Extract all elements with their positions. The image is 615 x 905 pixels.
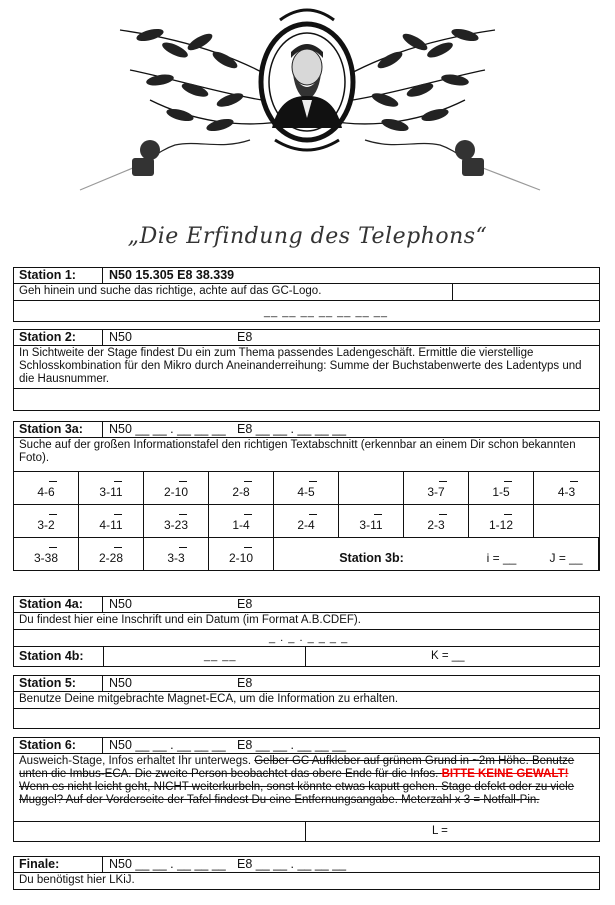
station-6-text-strike-2: Wenn es nicht leicht geht, NICHT weiterkurbeln, sonst könnte etwas kaputt gehen. Stage defekt oder zu viele Muggel? Auf der Vorderseite der Tafel findest Du eine Entfernungsangabe. Meterzahl x 3 = Notfall-Pin. [19, 781, 575, 806]
grid-cell: 1-4 [209, 504, 274, 537]
grid-cell: 3-2 [14, 504, 79, 537]
grid-cell-empty [534, 504, 599, 537]
station-4a-answer-blanks: _ . _ . _ _ _ _ [269, 632, 349, 644]
finale-text: Du benötigst hier LKiJ. [14, 872, 599, 889]
grid-cell: 2-8 [209, 471, 274, 504]
grid-cell: 3-38 [14, 537, 79, 570]
grid-cell: 3-11 [339, 504, 404, 537]
grid-cell-empty [339, 471, 404, 504]
grid-cell: 2-3 [404, 504, 469, 537]
j-cell [534, 537, 599, 570]
finale-east: E8 __ __ . __ __ __ [237, 857, 347, 871]
station-2-east: E8 [237, 330, 253, 344]
station-3a-block [13, 421, 600, 571]
grid-cell: 1-5 [469, 471, 534, 504]
station-1-coords: N50 15.305 E8 38.339 [109, 268, 235, 282]
station-2-label: Station 2: [14, 330, 103, 345]
grid-cell: 2-28 [79, 537, 144, 570]
station-3a-code-grid [14, 471, 599, 570]
k-value-blank: K = __ [431, 650, 465, 662]
station-1-block [13, 267, 600, 322]
grid-cell: 4-3 [534, 471, 599, 504]
station-6-text [14, 753, 599, 821]
station-5-text: Benutze Deine mitgebrachte Magnet-ECA, um die Information zu erhalten. [14, 691, 599, 708]
station-3b-label: Station 3b: [339, 551, 404, 565]
station-1-label: Station 1: [14, 268, 103, 283]
grid-cell: 3-3 [144, 537, 209, 570]
grid-cell: 2-4 [274, 504, 339, 537]
finale-label: Finale: [14, 857, 103, 872]
station-4-block [13, 596, 600, 667]
station-4a-text: Du findest hier eine Inschrift und ein Datum (im Format A.B.CDEF). [14, 612, 599, 629]
station-6-text-plain: Ausweich-Stage, Infos erhaltet Ihr unterwegs. [19, 755, 255, 767]
grid-cell: 1-12 [469, 504, 534, 537]
station-4b-answer-blanks: __ __ [204, 650, 237, 662]
station-2-block [13, 329, 600, 411]
finale-north: N50 __ __ . __ __ __ [109, 857, 226, 871]
station-6-warning: BITTE KEINE GEWALT! [441, 768, 569, 780]
station-6-east: E8 __ __ . __ __ __ [237, 738, 347, 752]
grid-cell: 2-10 [209, 537, 274, 570]
station-4a-east: E8 [237, 597, 253, 611]
station-5-east: E8 [237, 676, 253, 690]
i-cell [469, 537, 534, 570]
grid-cell: 3-7 [404, 471, 469, 504]
grid-cell: 3-11 [79, 471, 144, 504]
station-3a-north: N50 __ __ . __ __ __ [109, 422, 226, 436]
station-6-block [13, 737, 600, 842]
station-1-answer-blanks: __ __ __ __ __ __ __ [264, 306, 388, 318]
header-ornament [0, 0, 615, 262]
grid-cell: 4-5 [274, 471, 339, 504]
station-4a-label: Station 4a: [14, 597, 103, 612]
station-5-north: N50 [109, 676, 132, 690]
j-value-blank: J = __ [549, 551, 583, 565]
station-6-north: N50 __ __ . __ __ __ [109, 738, 226, 752]
station-4b-label: Station 4b: [14, 647, 104, 666]
station-3a-label: Station 3a: [14, 422, 103, 437]
grid-cell: 4-6 [14, 471, 79, 504]
station-1-text: Geh hinein und suche das richtige, achte auf das GC-Logo. [14, 284, 453, 300]
station-6-label: Station 6: [14, 738, 103, 753]
station-5-block [13, 675, 600, 729]
i-value-blank: i = __ [486, 551, 517, 565]
finale-block [13, 856, 600, 890]
station-2-text: In Sichtweite der Stage findest Du ein zum Thema passendes Ladengeschäft. Ermittle die vierstellige Schlosskombination für den Mikro durch Aneinanderreihung: Summe der Buchstabenwerte des Ladentyps und die Hausnummer. [14, 345, 599, 388]
station-5-label: Station 5: [14, 676, 103, 691]
station-3a-text: Suche auf der großen Informationstafel den richtigen Textabschnitt (erkennbar an einem Dir schon bekannten Foto). [14, 437, 599, 471]
l-value-blank: L = [432, 825, 448, 837]
grid-cell: 2-10 [144, 471, 209, 504]
station-3b-cell [274, 537, 469, 570]
document-title: „Die Erfindung des Telephons“ [127, 224, 488, 249]
station-4a-north: N50 [109, 597, 132, 611]
grid-cell: 4-11 [79, 504, 144, 537]
grid-cell: 3-23 [144, 504, 209, 537]
station-3a-east: E8 __ __ . __ __ __ [237, 422, 347, 436]
station-2-north: N50 [109, 330, 132, 344]
station-6-text-strike-1: Gelber GC Aufkleber auf grünem Grund in ~2m Höhe. Benutze unten die Imbus-ECA. Die zweite Person beobachtet das obere Ende für die Infos. [19, 755, 575, 780]
